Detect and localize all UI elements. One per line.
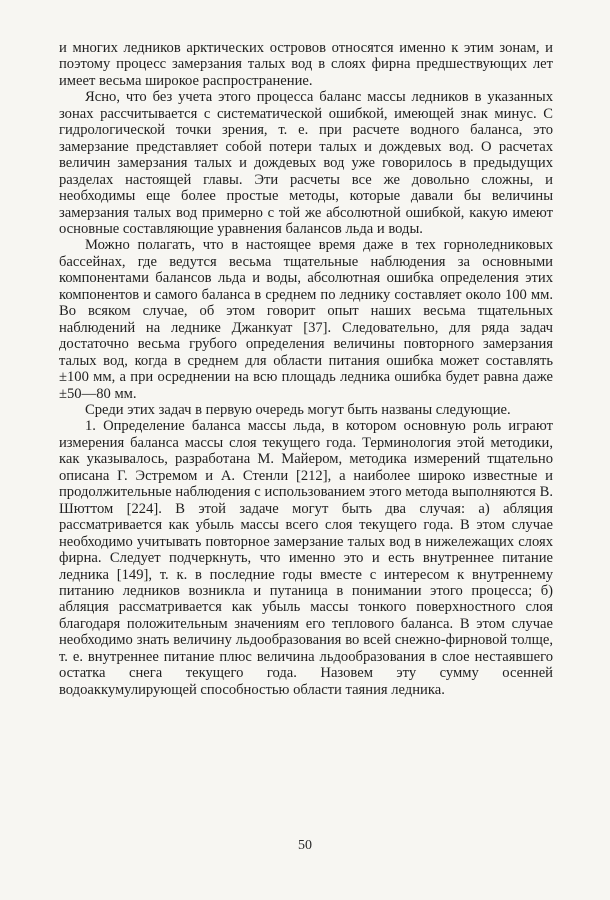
paragraph-2: Ясно, что без учета этого процесса баланс массы ледников в указанных зонах рассчитывается с систематической ошибкой, имеющей знак минус. С гидрологической точки зрения, т. е. при расчете водного баланса, это замерзание представляет собой потери талых и дождевых вод. О расчетах величин замерзания талых и дождевых вод уже говорилось в предыдущих разделах настоящей главы. Эти расчеты все же довольно сложны, и необходимы еще более простые методы, которые давали бы величины замерзания талых вод примерно с той же абсолютной ошибкой, какую имеют основные составляющие уравнения балансов льда и воды. (59, 89, 553, 237)
paragraph-3: Можно полагать, что в настоящее время даже в тех горноледниковых бассейнах, где ведутся весьма тщательные наблюдения за основными компонентами балансов льда и воды, абсолютная ошибка определения этих компонентов и самого баланса в среднем по леднику составляет около 100 мм. Во всяком случае, об этом говорит опыт наших весьма тщательных наблюдений на леднике Джанкуат [37]. Следовательно, для ряда задач достаточно весьма грубого определения величины повторного замерзания талых вод, когда в среднем для области питания ошибка может составлять ±100 мм, а при осреднении на всю площадь ледника ошибка будет равна даже ±50—80 мм. (59, 237, 553, 402)
main-text-column (59, 40, 553, 698)
page-number: 50 (298, 838, 312, 853)
paragraph-5: 1. Определение баланса массы льда, в котором основную роль играют измерения баланса массы слоя текущего года. Терминология этой методики, как указывалось, разработана М. Майером, методика измерений тщательно описана Г. Эстремом и А. Стенли [212], а наиболее широко известные и продолжительные наблюдения с использованием этого метода выполняются В. Шюттом [224]. В этой задаче могут быть два случая: а) абляция рассматривается как убыль массы всего слоя текущего года. В этом случае необходимо учитывать повторное замерзание талых вод в нижележащих слоях фирна. Следует подчеркнуть, что именно это и есть внутреннее питание ледника [149], т. к. в последние годы вместе с интересом к внутреннему питанию ледников возникла и путаница в понимании этого процесса; б) абляция рассматривается как убыль массы тонкого поверхностного слоя благодаря положительным значениям его теплового баланса. В этом случае необходимо знать величину льдообразования во всей снежно-фирновой толще, т. е. внутреннее питание плюс величина льдообразования в слое нестаявшего остатка снега текущего года. Назовем эту сумму осенней водоаккумулирующей способностью области таяния ледника. (59, 418, 553, 698)
paragraph-4: Среди этих задач в первую очередь могут быть названы следующие. (85, 401, 511, 418)
paragraph-1: и многих ледников арктических островов относятся именно к этим зонам, и поэтому процесс замерзания талых вод в слоях фирна предшествующих лет имеет весьма широкое распространение. (59, 40, 553, 89)
